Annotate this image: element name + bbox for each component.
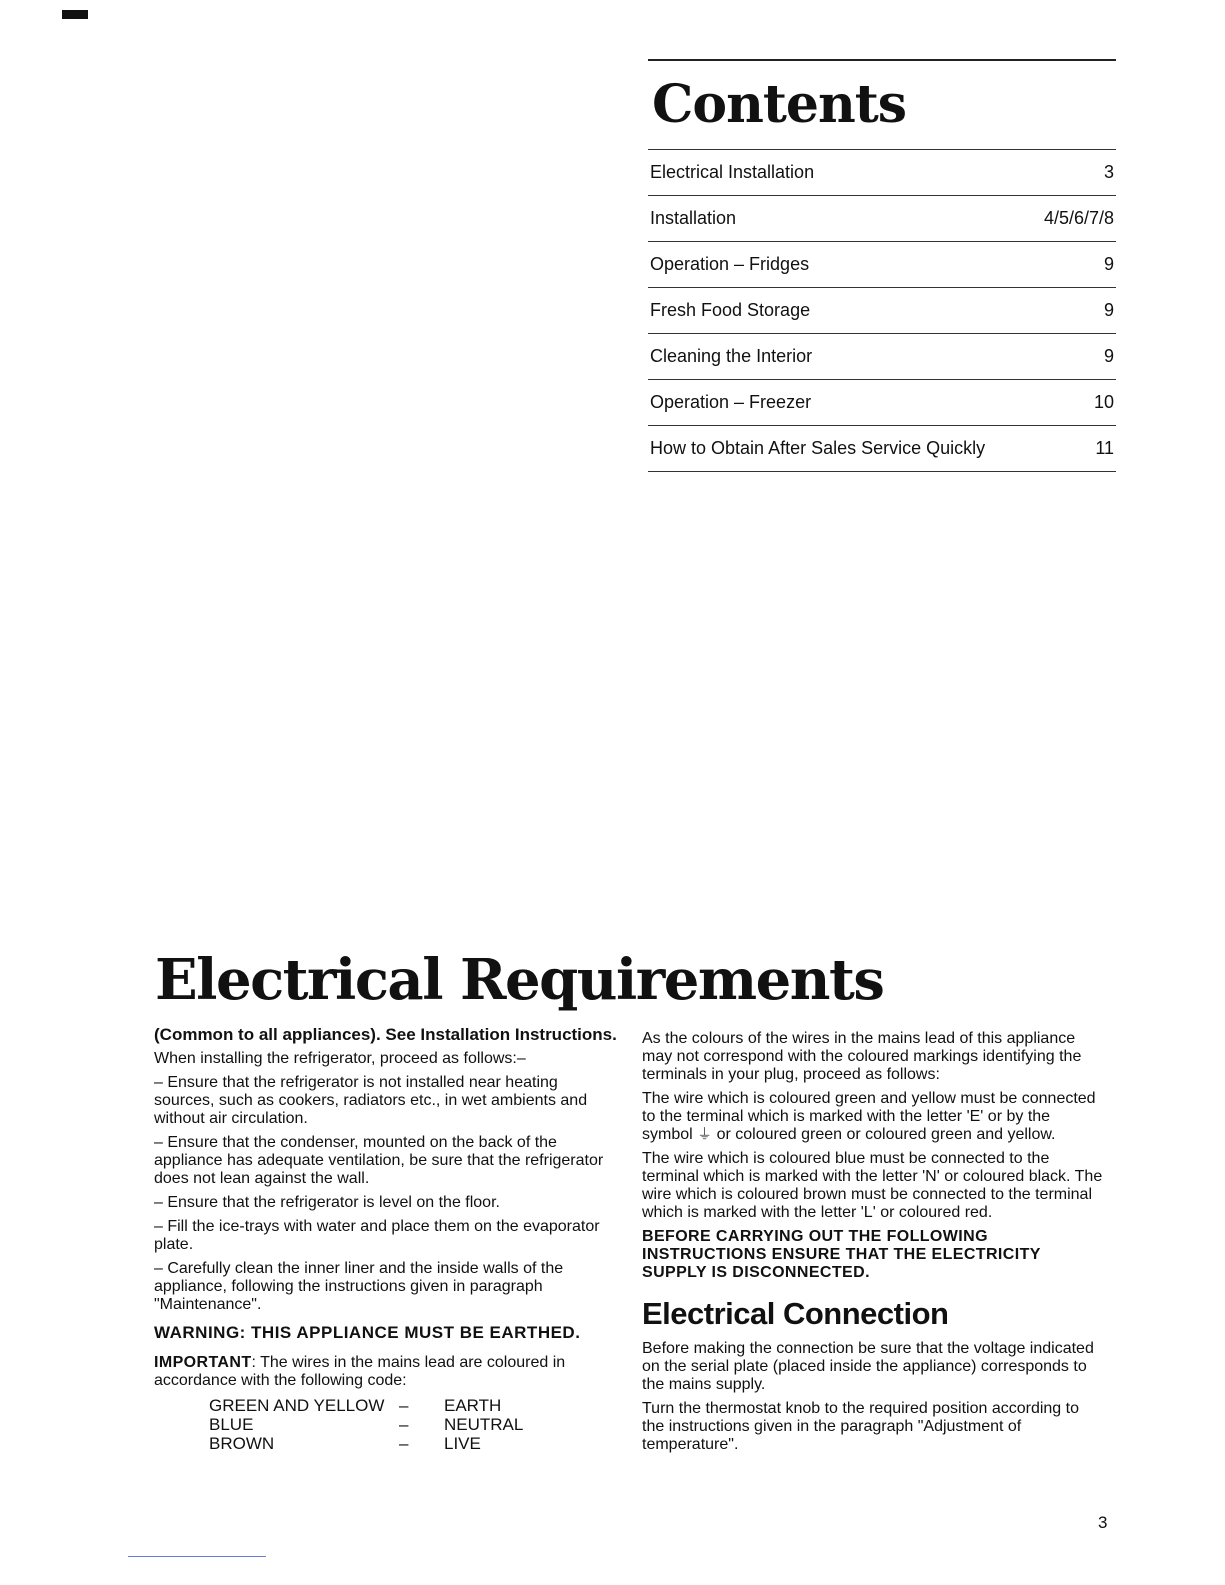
contents-top-rule bbox=[648, 59, 1116, 61]
toc-label: Operation – Freezer bbox=[650, 392, 812, 412]
toc-item bbox=[648, 195, 1116, 241]
wire-meaning: NEUTRAL bbox=[444, 1415, 524, 1434]
toc-page: 9 bbox=[1103, 300, 1114, 320]
toc-label: Electrical Installation bbox=[650, 162, 815, 182]
toc-label: Operation – Fridges bbox=[650, 254, 810, 274]
toc-item bbox=[648, 379, 1116, 425]
wire-colour: BROWN bbox=[209, 1434, 275, 1453]
neutral-live-paragraph: The wire which is coloured blue must be connected to the terminal which is marked with the letter 'N' or coloured black. The wire which is coloured brown must be connected to the terminal which is marked with the letter 'L' or coloured red. bbox=[642, 1150, 1103, 1221]
important-label: IMPORTANT bbox=[154, 1354, 252, 1371]
electrical-requirements-title: Electrical Requirements bbox=[155, 947, 884, 1013]
contents-section bbox=[648, 59, 1116, 472]
toc-item bbox=[648, 425, 1116, 472]
requirements-step: – Carefully clean the inner liner and the inside walls of the appliance, following the instructions given in paragraph "Maintenance". bbox=[154, 1260, 564, 1313]
wire-colour-code-table bbox=[209, 1396, 618, 1453]
toc-page: 11 bbox=[1095, 438, 1114, 458]
earth-wire-paragraph bbox=[642, 1090, 1104, 1144]
contents-title: Contents bbox=[652, 74, 907, 135]
wire-code-row bbox=[209, 1396, 618, 1415]
toc-page: 3 bbox=[1103, 162, 1114, 182]
toc-page: 9 bbox=[1103, 346, 1114, 366]
important-note bbox=[154, 1354, 618, 1390]
wire-meaning: EARTH bbox=[444, 1396, 502, 1415]
requirements-step: – Fill the ice-trays with water and place them on the evaporator plate. bbox=[154, 1218, 600, 1253]
requirements-lead: When installing the refrigerator, proceed as follows:– bbox=[154, 1050, 526, 1067]
requirements-right-column bbox=[642, 1030, 1104, 1460]
toc-label: Fresh Food Storage bbox=[650, 300, 811, 320]
contents-list bbox=[648, 149, 1116, 472]
wire-dash: – bbox=[399, 1415, 409, 1434]
toc-page: 9 bbox=[1103, 254, 1114, 274]
earth-symbol-icon: ⏚ bbox=[697, 1126, 713, 1143]
toc-label: How to Obtain After Sales Service Quickly bbox=[650, 438, 986, 458]
wire-colour: GREEN AND YELLOW bbox=[209, 1396, 385, 1415]
toc-page: 4/5/6/7/8 bbox=[1043, 208, 1114, 228]
electrical-connection-title: Electrical Connection bbox=[642, 1296, 949, 1331]
plug-colours-paragraph: As the colours of the wires in the mains lead of this appliance may not correspond with the coloured markings identifying the terminals in your plug, proceed as follows: bbox=[642, 1030, 1082, 1083]
toc-label: Cleaning the Interior bbox=[650, 346, 813, 366]
toc-item bbox=[648, 287, 1116, 333]
corner-registration-mark bbox=[62, 10, 88, 19]
earth-warning: WARNING: THIS APPLIANCE MUST BE EARTHED. bbox=[154, 1323, 581, 1342]
earth-wire-text-end: or coloured green or coloured green and yellow. bbox=[716, 1126, 1056, 1143]
requirements-step: – Ensure that the refrigerator is not installed near heating sources, such as cookers, radiators etc., in wet ambients and without air circulation. bbox=[154, 1074, 588, 1127]
toc-page: 10 bbox=[1093, 392, 1114, 412]
wire-meaning: LIVE bbox=[444, 1434, 481, 1453]
page-number: 3 bbox=[1098, 1513, 1108, 1532]
wire-dash: – bbox=[399, 1396, 409, 1415]
wire-code-row bbox=[209, 1415, 618, 1434]
wire-code-row bbox=[209, 1434, 618, 1453]
wire-dash: – bbox=[399, 1434, 409, 1453]
requirements-left-column bbox=[154, 1026, 618, 1453]
wire-colour: BLUE bbox=[209, 1415, 254, 1434]
footer-rule bbox=[128, 1556, 266, 1557]
toc-item bbox=[648, 333, 1116, 379]
requirements-step: – Ensure that the condenser, mounted on the back of the appliance has adequate ventilation, be sure that the refrigerator does not lean against the wall. bbox=[154, 1134, 604, 1187]
important-text: : The wires in the mains lead are coloured in accordance with the following code: bbox=[154, 1354, 566, 1389]
toc-item bbox=[648, 241, 1116, 287]
requirements-intro: (Common to all appliances). See Installation Instructions. bbox=[154, 1025, 617, 1044]
earth-wire-text: The wire which is coloured green and yellow must be connected to the terminal which is marked with the letter 'E' or by the symbol bbox=[642, 1090, 1096, 1143]
toc-label: Installation bbox=[650, 208, 737, 228]
toc-item bbox=[648, 149, 1116, 195]
requirements-step: – Ensure that the refrigerator is level on the floor. bbox=[154, 1194, 500, 1211]
thermostat-paragraph: Turn the thermostat knob to the required position according to the instructions given in the paragraph "Adjustment of temperature". bbox=[642, 1400, 1079, 1453]
disconnect-caution: BEFORE CARRYING OUT THE FOLLOWING INSTRUCTIONS ENSURE THAT THE ELECTRICITY SUPPLY IS DISCONNECTED. bbox=[642, 1228, 1041, 1281]
connection-paragraph: Before making the connection be sure that the voltage indicated on the serial plate (placed inside the appliance) corresponds to the mains supply. bbox=[642, 1340, 1094, 1393]
